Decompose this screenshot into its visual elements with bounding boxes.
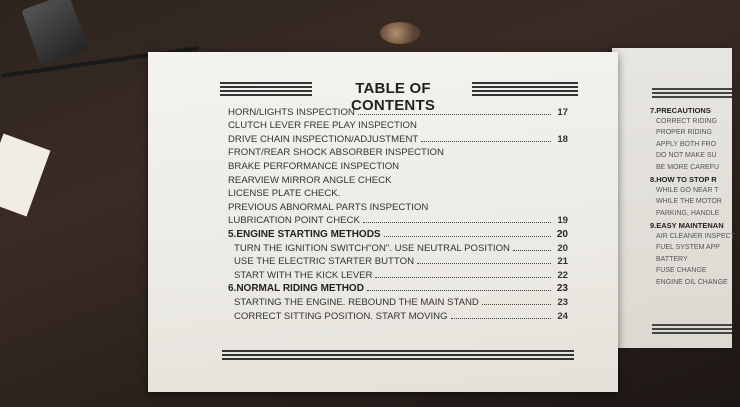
- toc-entry-label: USE THE ELECTRIC STARTER BUTTON: [234, 256, 414, 268]
- leader-dots: [384, 236, 551, 237]
- toc-row: [228, 199, 568, 213]
- toc-row: [228, 145, 568, 159]
- toc-row: [228, 118, 568, 132]
- leader-dots: [482, 304, 551, 305]
- right-page-top-stripes: [652, 88, 732, 98]
- toc-entry-label: REARVIEW MIRROR ANGLE CHECK: [228, 174, 392, 186]
- right-page: [612, 48, 735, 348]
- toc-row: [228, 186, 568, 200]
- leader-dots: [451, 318, 551, 319]
- toc-row: [228, 104, 568, 118]
- title-stripes-left: [220, 82, 312, 97]
- toc-list: [228, 104, 568, 322]
- toc-row: [228, 294, 568, 308]
- toc-entry-label: LUBRICATION POINT CHECK: [228, 215, 360, 227]
- toc-entry-label: TURN THE IGNITION SWITCH"ON". USE NEUTRAL POSITION: [234, 242, 510, 254]
- toc-row: [228, 172, 568, 186]
- toc-row: [228, 254, 568, 268]
- right-page-entry: BATTERY: [656, 255, 688, 263]
- toc-entry-page: 19: [557, 215, 568, 227]
- toc-entry-label: STARTING THE ENGINE. REBOUND THE MAIN STAND: [234, 296, 479, 308]
- toc-entry-page: 18: [557, 133, 568, 145]
- background-object: [21, 0, 89, 67]
- leader-dots: [363, 222, 551, 223]
- toc-entry-page: 24: [557, 310, 568, 322]
- toc-section-row: [228, 226, 568, 240]
- toc-entry-label: PREVIOUS ABNORMAL PARTS INSPECTION: [228, 201, 429, 213]
- right-page-entry: FUEL SYSTEM APP: [656, 244, 720, 251]
- right-page-entry: WHILE THE MOTOR: [656, 198, 722, 205]
- right-page-entry: FUSE CHANGE: [656, 267, 707, 274]
- toc-row: [228, 267, 568, 281]
- right-page-bottom-stripes: [652, 324, 732, 334]
- background-item: [380, 22, 420, 44]
- right-page-entry: PARKING, HANDLE: [656, 209, 720, 217]
- right-page-entry: AIR CLEANER INSPECT: [656, 232, 735, 240]
- toc-entry-label: FRONT/REAR SHOCK ABSORBER INSPECTION: [228, 147, 444, 159]
- toc-entry-label: CLUTCH LEVER FREE PLAY INSPECTION: [228, 120, 417, 132]
- toc-entry-label: 5.ENGINE STARTING METHODS: [228, 228, 381, 240]
- toc-entry-page: 17: [557, 106, 568, 118]
- toc-row: [228, 308, 568, 322]
- toc-entry-label: LICENSE PLATE CHECK.: [228, 188, 341, 200]
- leader-dots: [421, 141, 551, 142]
- toc-entry-label: START WITH THE KICK LEVER: [234, 269, 373, 281]
- right-page-entry: ENGINE OIL CHANGE: [656, 278, 728, 286]
- right-page-entry: BE MORE CAREFU: [656, 163, 720, 171]
- toc-row: [228, 158, 568, 172]
- right-page-entry: DO NOT MAKE SU: [656, 152, 717, 159]
- toc-entry-label: HORN/LIGHTS INSPECTION: [228, 106, 355, 118]
- right-page-section: 8.HOW TO STOP R: [650, 175, 717, 184]
- toc-row: [228, 240, 568, 254]
- toc-entry-page: 22: [557, 269, 568, 281]
- toc-row: [228, 213, 568, 227]
- title-stripes-right: [472, 82, 578, 97]
- leader-dots: [375, 277, 551, 278]
- toc-row: [228, 131, 568, 145]
- toc-entry-page: 21: [557, 256, 568, 268]
- toc-section-row: [228, 281, 568, 295]
- leader-dots: [358, 114, 551, 115]
- right-page-section: 9.EASY MAINTENAN: [650, 221, 724, 230]
- left-page: [148, 52, 618, 392]
- toc-entry-page: 20: [556, 228, 568, 240]
- right-page-entry: WHILE GO NEAR T: [656, 186, 719, 194]
- toc-entry-page: 23: [556, 283, 568, 295]
- toc-entry-page: 20: [557, 242, 568, 254]
- toc-entry-label: DRIVE CHAIN INSPECTION/ADJUSTMENT: [228, 133, 419, 145]
- toc-title: TABLE OF CONTENTS: [350, 80, 436, 114]
- right-page-entry: CORRECT RIDING: [656, 117, 717, 125]
- toc-entry-page: 23: [557, 296, 568, 308]
- toc-entry-label: 6.NORMAL RIDING METHOD: [228, 283, 364, 295]
- right-page-section: 7.PRECAUTIONS: [650, 106, 711, 115]
- background-card: [0, 134, 50, 217]
- toc-entry-label: BRAKE PERFORMANCE INSPECTION: [228, 160, 400, 172]
- right-page-list: [650, 106, 740, 290]
- leader-dots: [367, 290, 551, 291]
- right-page-entry: APPLY BOTH FRO: [656, 140, 717, 148]
- leader-dots: [417, 263, 551, 264]
- toc-entry-label: CORRECT SITTING POSITION. START MOVING: [234, 310, 448, 322]
- right-page-entry: PROPER RIDING: [656, 129, 713, 136]
- leader-dots: [513, 250, 551, 251]
- bottom-stripes: [222, 350, 574, 362]
